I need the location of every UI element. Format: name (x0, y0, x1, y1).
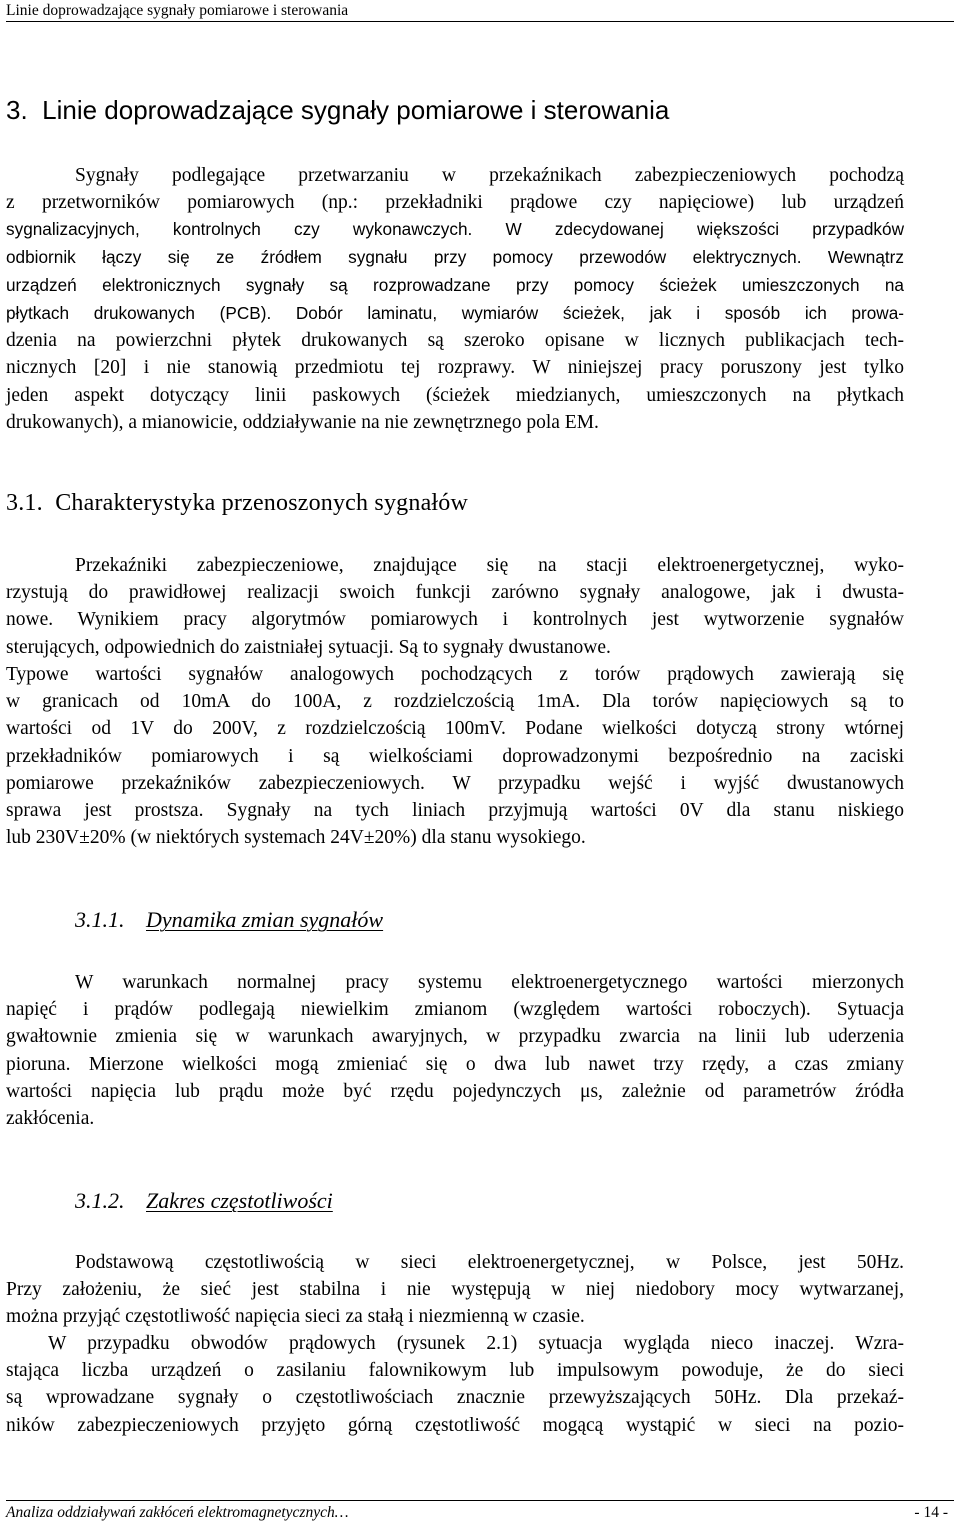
text-line: W przypadku obwodów prądowych (rysunek 2.1) sytuacja wygląda nieco inaczej. Wzra- (48, 1333, 904, 1354)
text-line: pomiarowe przekaźników zabezpieczeniowych. W przypadku wejść i wyjść dwustanowych (6, 772, 904, 794)
paragraph-2 (6, 552, 904, 661)
paragraph-4 (6, 969, 904, 1132)
text-line: można przyjąć częstotliwość napięcia sieci za stałą i niezmienną w czasie. (6, 1306, 585, 1328)
text-line: W warunkach normalnej pracy systemu elektroenergetycznego wartości mierzonych (75, 972, 904, 993)
text-line: Typowe wartości sygnałów analogowych pochodzących z torów prądowych zawierają się (6, 664, 904, 685)
text-line: Przy założeniu, że sieć jest stabilna i nie występują w niej niedobory mocy wytwarzanej, (6, 1279, 904, 1301)
text-line: wartości napięcia lub prądu może być rzędu pojedynczych μs, zależnie od parametrów źródła (6, 1080, 904, 1102)
subsection-title: Charakterystyka przenoszonych sygnałów (55, 490, 469, 516)
section-title: Linie doprowadzające sygnały pomiarowe i sterowania (42, 95, 670, 125)
paragraph-1 (6, 162, 904, 436)
subsubsection-title: Dynamika zmian sygnałów (146, 907, 384, 932)
text-line: zakłócenia. (6, 1108, 95, 1130)
subsection-heading (6, 488, 468, 518)
paragraph-6 (6, 1330, 904, 1439)
running-header: Linie doprowadzające sygnały pomiarowe i sterowania (6, 2, 349, 19)
text-line: z przetworników pomiarowych (np.: przekładniki prądowe czy napięciowe) lub urządzeń (6, 192, 904, 214)
footer-title: Analiza oddziaływań zakłóceń elektromagnetycznych… (6, 1504, 349, 1521)
paragraph-5 (6, 1249, 904, 1331)
text-line: przekładników pomiarowych i są wielkościami doprowadzonymi bezpośrednio na zaciski (6, 745, 904, 767)
text-line: lub 230V±20% (w niektórych systemach 24V±20%) dla stanu wysokiego. (6, 827, 586, 849)
text-line: płytkach drukowanych (PCB). Dobór laminatu, wymiarów ścieżek, jak i sposób ich prowa- (6, 302, 904, 323)
text-line: sygnalizacyjnych, kontrolnych czy wykonawczych. W zdecydowanej większości przypadków (6, 219, 904, 240)
paragraph-3 (6, 661, 904, 851)
text-line: pioruna. Mierzone wielkości mogą zmieniać się o dwa lub nawet trzy rzędy, a czas zmiany (6, 1053, 904, 1075)
text-line: Sygnały podlegające przetwarzaniu w przekaźnikach zabezpieczeniowych pochodzą (75, 165, 904, 186)
footer-rule (6, 1500, 954, 1501)
text-line: napięć i prądów podlegają niewielkim zmianom (względem wartości roboczych). Sytuacja (6, 999, 904, 1021)
section-number: 3. (6, 95, 28, 125)
text-line: ników zabezpieczeniowych przyjęto górną częstotliwość mogącą wystąpić w sieci na pozio- (6, 1414, 904, 1436)
text-line: drukowanych), a mianowicie, oddziaływanie na nie zewnętrznego pola EM. (6, 411, 599, 433)
text-line: Przekaźniki zabezpieczeniowe, znajdujące się na stacji elektroenergetycznej, wyko- (75, 555, 904, 576)
page-number: - 14 - (914, 1504, 948, 1521)
text-line: nicznych [20] i nie stanowią przedmiotu tej rozprawy. W niniejszej pracy poruszony jest tylko (6, 357, 904, 379)
text-line: odbiornik łączy się ze źródłem sygnału przy pomocy przewodów elektrycznych. Wewnątrz (6, 247, 904, 268)
text-line: rzystują do prawidłowej realizacji swoich funkcji zarówno sygnały analogowe, jak i dwusta- (6, 582, 904, 604)
text-line: nowe. Wynikiem pracy algorytmów pomiarowych i kontrolnych jest wytworzenie sygnałów (6, 609, 904, 631)
subsubsection-heading-2 (75, 1186, 333, 1216)
text-line: w granicach od 10mA do 100A, z rozdzielczością 1mA. Dla torów napięciowych są to (6, 691, 904, 713)
subsubsection-number: 3.1.1. (75, 907, 125, 932)
header-rule (6, 21, 954, 22)
text-line: dzenia na powierzchni płytek drukowanych są szeroko opisane w licznych publikacjach tech- (6, 330, 904, 352)
text-line: gwałtownie zmienia się w warunkach awaryjnych, w przypadku zwarcia na linii lub uderzenia (6, 1026, 904, 1048)
subsubsection-number: 3.1.2. (75, 1188, 125, 1213)
text-line: wartości od 1V do 200V, z rozdzielczością 100mV. Podane wielkości dotyczą strony wtórnej (6, 718, 904, 740)
subsubsection-heading-1 (75, 905, 383, 935)
text-line: sprawa jest prostsza. Sygnały na tych liniach przyjmują wartości 0V dla stanu niskiego (6, 800, 904, 822)
text-line: jeden aspekt dotyczący linii paskowych (ścieżek miedzianych, umieszczonych na płytkach (6, 384, 904, 406)
subsubsection-title: Zakres częstotliwości (146, 1188, 333, 1213)
text-line: urządzeń elektronicznych sygnały są rozprowadzane przy pomocy ścieżek umieszczonych na (6, 274, 904, 295)
text-line: są wprowadzane sygnały o częstotliwościach znacznie przewyższających 50Hz. Dla przekaź- (6, 1387, 904, 1409)
text-line: sterujących, odpowiednich do zaistniałej sytuacji. Są to sygnały dwustanowe. (6, 636, 611, 658)
subsection-number: 3.1. (6, 490, 43, 516)
text-line: stająca liczba urządzeń o zasilaniu falownikowym lub impulsowym powoduje, że do sieci (6, 1360, 904, 1382)
section-heading (6, 93, 669, 127)
text-line: Podstawową częstotliwością w sieci elektroenergetycznej, w Polsce, jest 50Hz. (75, 1252, 904, 1273)
